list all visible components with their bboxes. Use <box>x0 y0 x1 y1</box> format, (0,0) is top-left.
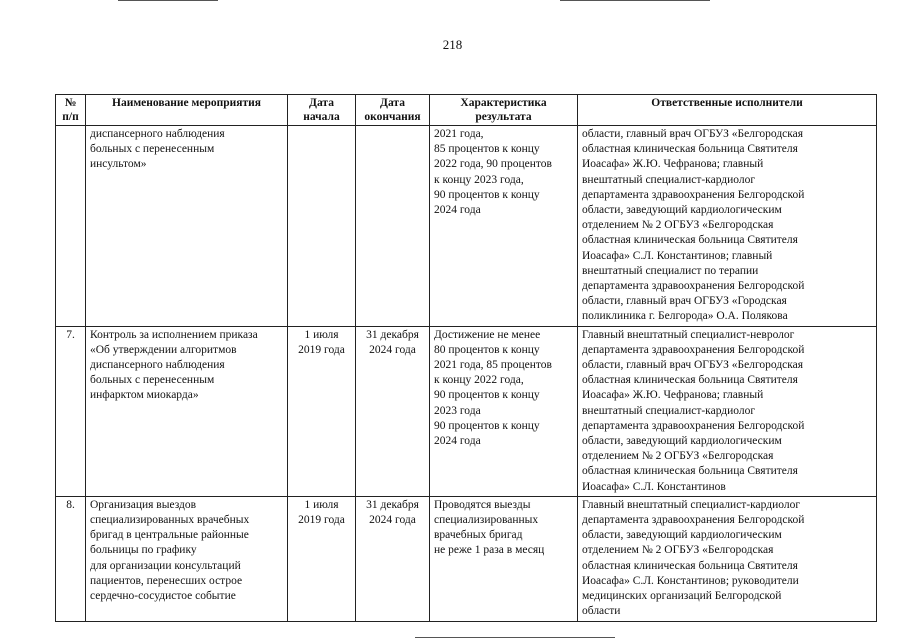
cell-line: области <box>582 605 621 618</box>
cell-line: области, заведующий кардиологическим <box>582 435 782 448</box>
cell-line: Иоасафа» Ж.Ю. Чефранова; главный <box>582 158 764 171</box>
cell-line: медицинских организаций Белгородской <box>582 590 782 603</box>
cell-line: больных с перенесенным <box>90 143 215 156</box>
header-responsible <box>578 95 877 126</box>
scan-mark-top-left <box>118 0 218 1</box>
cell-line: внештатный специалист-кардиолог <box>582 173 756 186</box>
cell-line: областная клиническая больница Святителя <box>582 465 798 478</box>
cell-line: Иоасафа» С.Л. Константинов; главный <box>582 249 773 262</box>
header-result <box>430 95 578 126</box>
cell-line: 85 процентов к концу <box>434 143 540 156</box>
start-date <box>288 126 356 327</box>
end-date <box>356 126 430 327</box>
responsible-persons <box>578 326 877 496</box>
cell-line: области, заведующий кардиологическим <box>582 204 782 217</box>
activity-name <box>86 326 288 496</box>
cell-line: 2021 года, <box>434 128 484 140</box>
cell-line: областная клиническая больница Святителя <box>582 234 798 247</box>
cell-line: результата <box>475 111 532 123</box>
table-row <box>56 496 877 621</box>
cell-line: Дата <box>380 97 405 109</box>
cell-line: департамента здравоохранения Белгородской <box>582 514 805 527</box>
cell-line: Иоасафа» С.Л. Константинов <box>582 480 726 493</box>
cell-line: к концу 2023 года, <box>434 173 524 186</box>
cell-line: 90 процентов к концу <box>434 188 540 201</box>
cell-line: пациентов, перенесших острое <box>90 574 243 587</box>
page-number: 218 <box>442 37 463 52</box>
cell-line: Организация выездов <box>90 498 197 511</box>
cell-line: внештатный специалист-кардиолог <box>582 404 756 417</box>
table-row <box>56 326 877 496</box>
row-number: 8. <box>56 496 86 621</box>
header-start-date <box>288 95 356 126</box>
end-date <box>356 326 430 496</box>
result-description <box>430 126 578 327</box>
cell-line: 2021 года, 85 процентов <box>434 359 552 372</box>
cell-line: 1 июля <box>304 498 339 511</box>
cell-line: отделением № 2 ОГБУЗ «Белгородская <box>582 544 774 557</box>
row-number: 7. <box>56 326 86 496</box>
cell-line: Иоасафа» Ж.Ю. Чефранова; главный <box>582 389 764 402</box>
responsible-persons <box>578 126 877 327</box>
cell-line: специализированных <box>434 514 539 527</box>
cell-line: сердечно-сосудистое событие <box>90 590 236 603</box>
cell-line: 2023 года <box>434 404 481 417</box>
cell-line: 2024 года <box>434 435 481 448</box>
cell-line: окончания <box>364 111 421 123</box>
start-date <box>288 496 356 621</box>
cell-line: 2024 года <box>369 514 416 527</box>
cell-line: области, заведующий кардиологическим <box>582 529 782 542</box>
scan-mark-bottom <box>415 637 615 638</box>
start-date <box>288 326 356 496</box>
cell-line: внештатный специалист по терапии <box>582 264 759 277</box>
cell-line: 1 июля <box>304 328 339 341</box>
cell-line: департамента здравоохранения Белгородской <box>582 343 805 356</box>
cell-line: 90 процентов к концу <box>434 419 540 432</box>
cell-line: № <box>64 97 77 109</box>
cell-line: врачебных бригад <box>434 529 523 542</box>
cell-line: Иоасафа» С.Л. Константинов; руководители <box>582 574 799 587</box>
cell-line: 2019 года <box>298 514 345 527</box>
cell-line: диспансерного наблюдения <box>90 128 225 140</box>
cell-line: департамента здравоохранения Белгородской <box>582 419 805 432</box>
header-num <box>56 95 86 126</box>
cell-line: больницы по графику <box>90 544 197 557</box>
cell-line: 2022 года, 90 процентов <box>434 158 552 171</box>
cell-line: 2024 года <box>369 343 416 356</box>
cell-line: области, главный врач ОГБУЗ «Белгородская <box>582 359 804 372</box>
activity-name <box>86 126 288 327</box>
cell-line: областная клиническая больница Святителя <box>582 374 798 387</box>
cell-line: Характеристика <box>460 97 547 109</box>
cell-line: поликлиника г. Белгорода» О.А. Полякова <box>582 310 788 323</box>
cell-line: Дата <box>309 97 334 109</box>
cell-line: департамента здравоохранения Белгородской <box>582 188 805 201</box>
cell-line: больных с перенесенным <box>90 374 215 387</box>
cell-line: 2019 года <box>298 343 345 356</box>
cell-line: 31 декабря <box>366 328 419 341</box>
scan-mark-top-right <box>560 0 710 1</box>
header-name <box>86 95 288 126</box>
cell-line: отделением № 2 ОГБУЗ «Белгородская <box>582 219 774 232</box>
cell-line: бригад в центральные районные <box>90 529 249 542</box>
cell-line: области, главный врач ОГБУЗ «Городская <box>582 295 787 308</box>
cell-line: областная клиническая больница Святителя <box>582 143 798 156</box>
cell-line: Главный внештатный специалист-невролог <box>582 328 795 341</box>
cell-line: специализированных врачебных <box>90 514 250 527</box>
cell-line: инфарктом миокарда» <box>90 389 199 402</box>
cell-line: 2024 года <box>434 204 481 217</box>
cell-line: не реже 1 раза в месяц <box>434 544 545 557</box>
cell-line: диспансерного наблюдения <box>90 359 225 372</box>
row-number <box>56 126 86 327</box>
table-header-row <box>56 95 877 126</box>
cell-line: областная клиническая больница Святителя <box>582 559 798 572</box>
cell-line: для организации консультаций <box>90 559 241 572</box>
cell-line: Контроль за исполнением приказа <box>90 328 258 341</box>
cell-line: 90 процентов к концу <box>434 389 540 402</box>
cell-line: п/п <box>62 111 79 123</box>
cell-line: 80 процентов к концу <box>434 343 540 356</box>
result-description <box>430 496 578 621</box>
cell-line: Ответственные исполнители <box>651 97 803 109</box>
activities-table <box>55 94 877 622</box>
activity-name <box>86 496 288 621</box>
header-end-date <box>356 95 430 126</box>
cell-line: Проводятся выезды <box>434 498 531 511</box>
cell-line: Главный внештатный специалист-кардиолог <box>582 498 801 511</box>
result-description <box>430 326 578 496</box>
cell-line: к концу 2022 года, <box>434 374 524 387</box>
end-date <box>356 496 430 621</box>
cell-line: Достижение не менее <box>434 328 541 341</box>
cell-line: 31 декабря <box>366 498 419 511</box>
responsible-persons <box>578 496 877 621</box>
table-row <box>56 126 877 327</box>
cell-line: начала <box>303 111 340 123</box>
cell-line: области, главный врач ОГБУЗ «Белгородская <box>582 128 804 140</box>
cell-line: Наименование мероприятия <box>112 97 261 109</box>
cell-line: департамента здравоохранения Белгородской <box>582 280 805 293</box>
cell-line: «Об утверждении алгоритмов <box>90 343 237 356</box>
cell-line: отделением № 2 ОГБУЗ «Белгородская <box>582 450 774 463</box>
cell-line: инсультом» <box>90 158 147 171</box>
